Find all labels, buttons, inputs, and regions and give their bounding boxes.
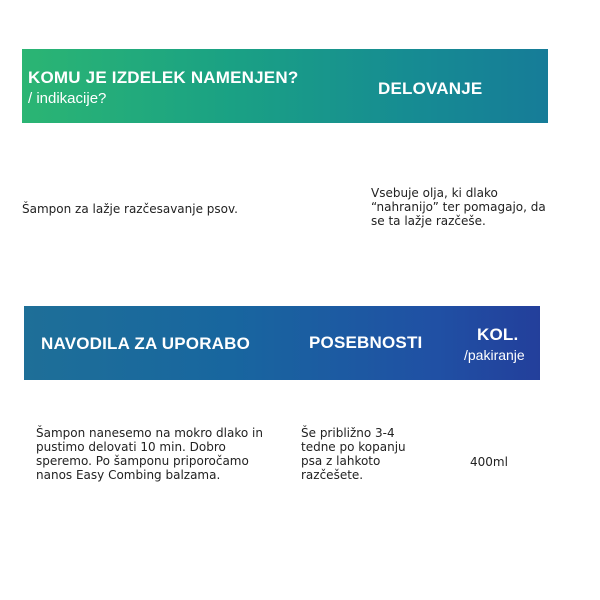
quantity-header-title: KOL. [477, 325, 519, 344]
target-header-title: KOMU JE IZDELEK NAMENJEN? [28, 68, 299, 87]
indications-header-band [22, 49, 548, 123]
instructions-header-band [24, 306, 540, 380]
action-header-title: DELOVANJE [378, 79, 483, 98]
quantity-value: 400ml [470, 455, 508, 469]
quantity-header-subtitle: /pakiranje [464, 347, 525, 363]
instructions-description: Šampon nanesemo na mokro dlako in pustimo delovati 10 min. Dobro speremo. Po šamponu priporočamo nanos Easy Combing balzama. [36, 426, 263, 482]
target-description: Šampon za lažje razčesavanje psov. [22, 202, 238, 216]
features-header-title: POSEBNOSTI [309, 333, 423, 352]
instructions-header-title: NAVODILA ZA UPORABO [41, 334, 251, 353]
target-header-subtitle: / indikacije? [28, 90, 107, 107]
action-description: Vsebuje olja, ki dlako “nahranijo” ter pomagajo, da se ta lažje razčeše. [371, 186, 546, 228]
features-description: Še približno 3-4 tedne po kopanju psa z lahkoto razčešete. [301, 426, 406, 482]
